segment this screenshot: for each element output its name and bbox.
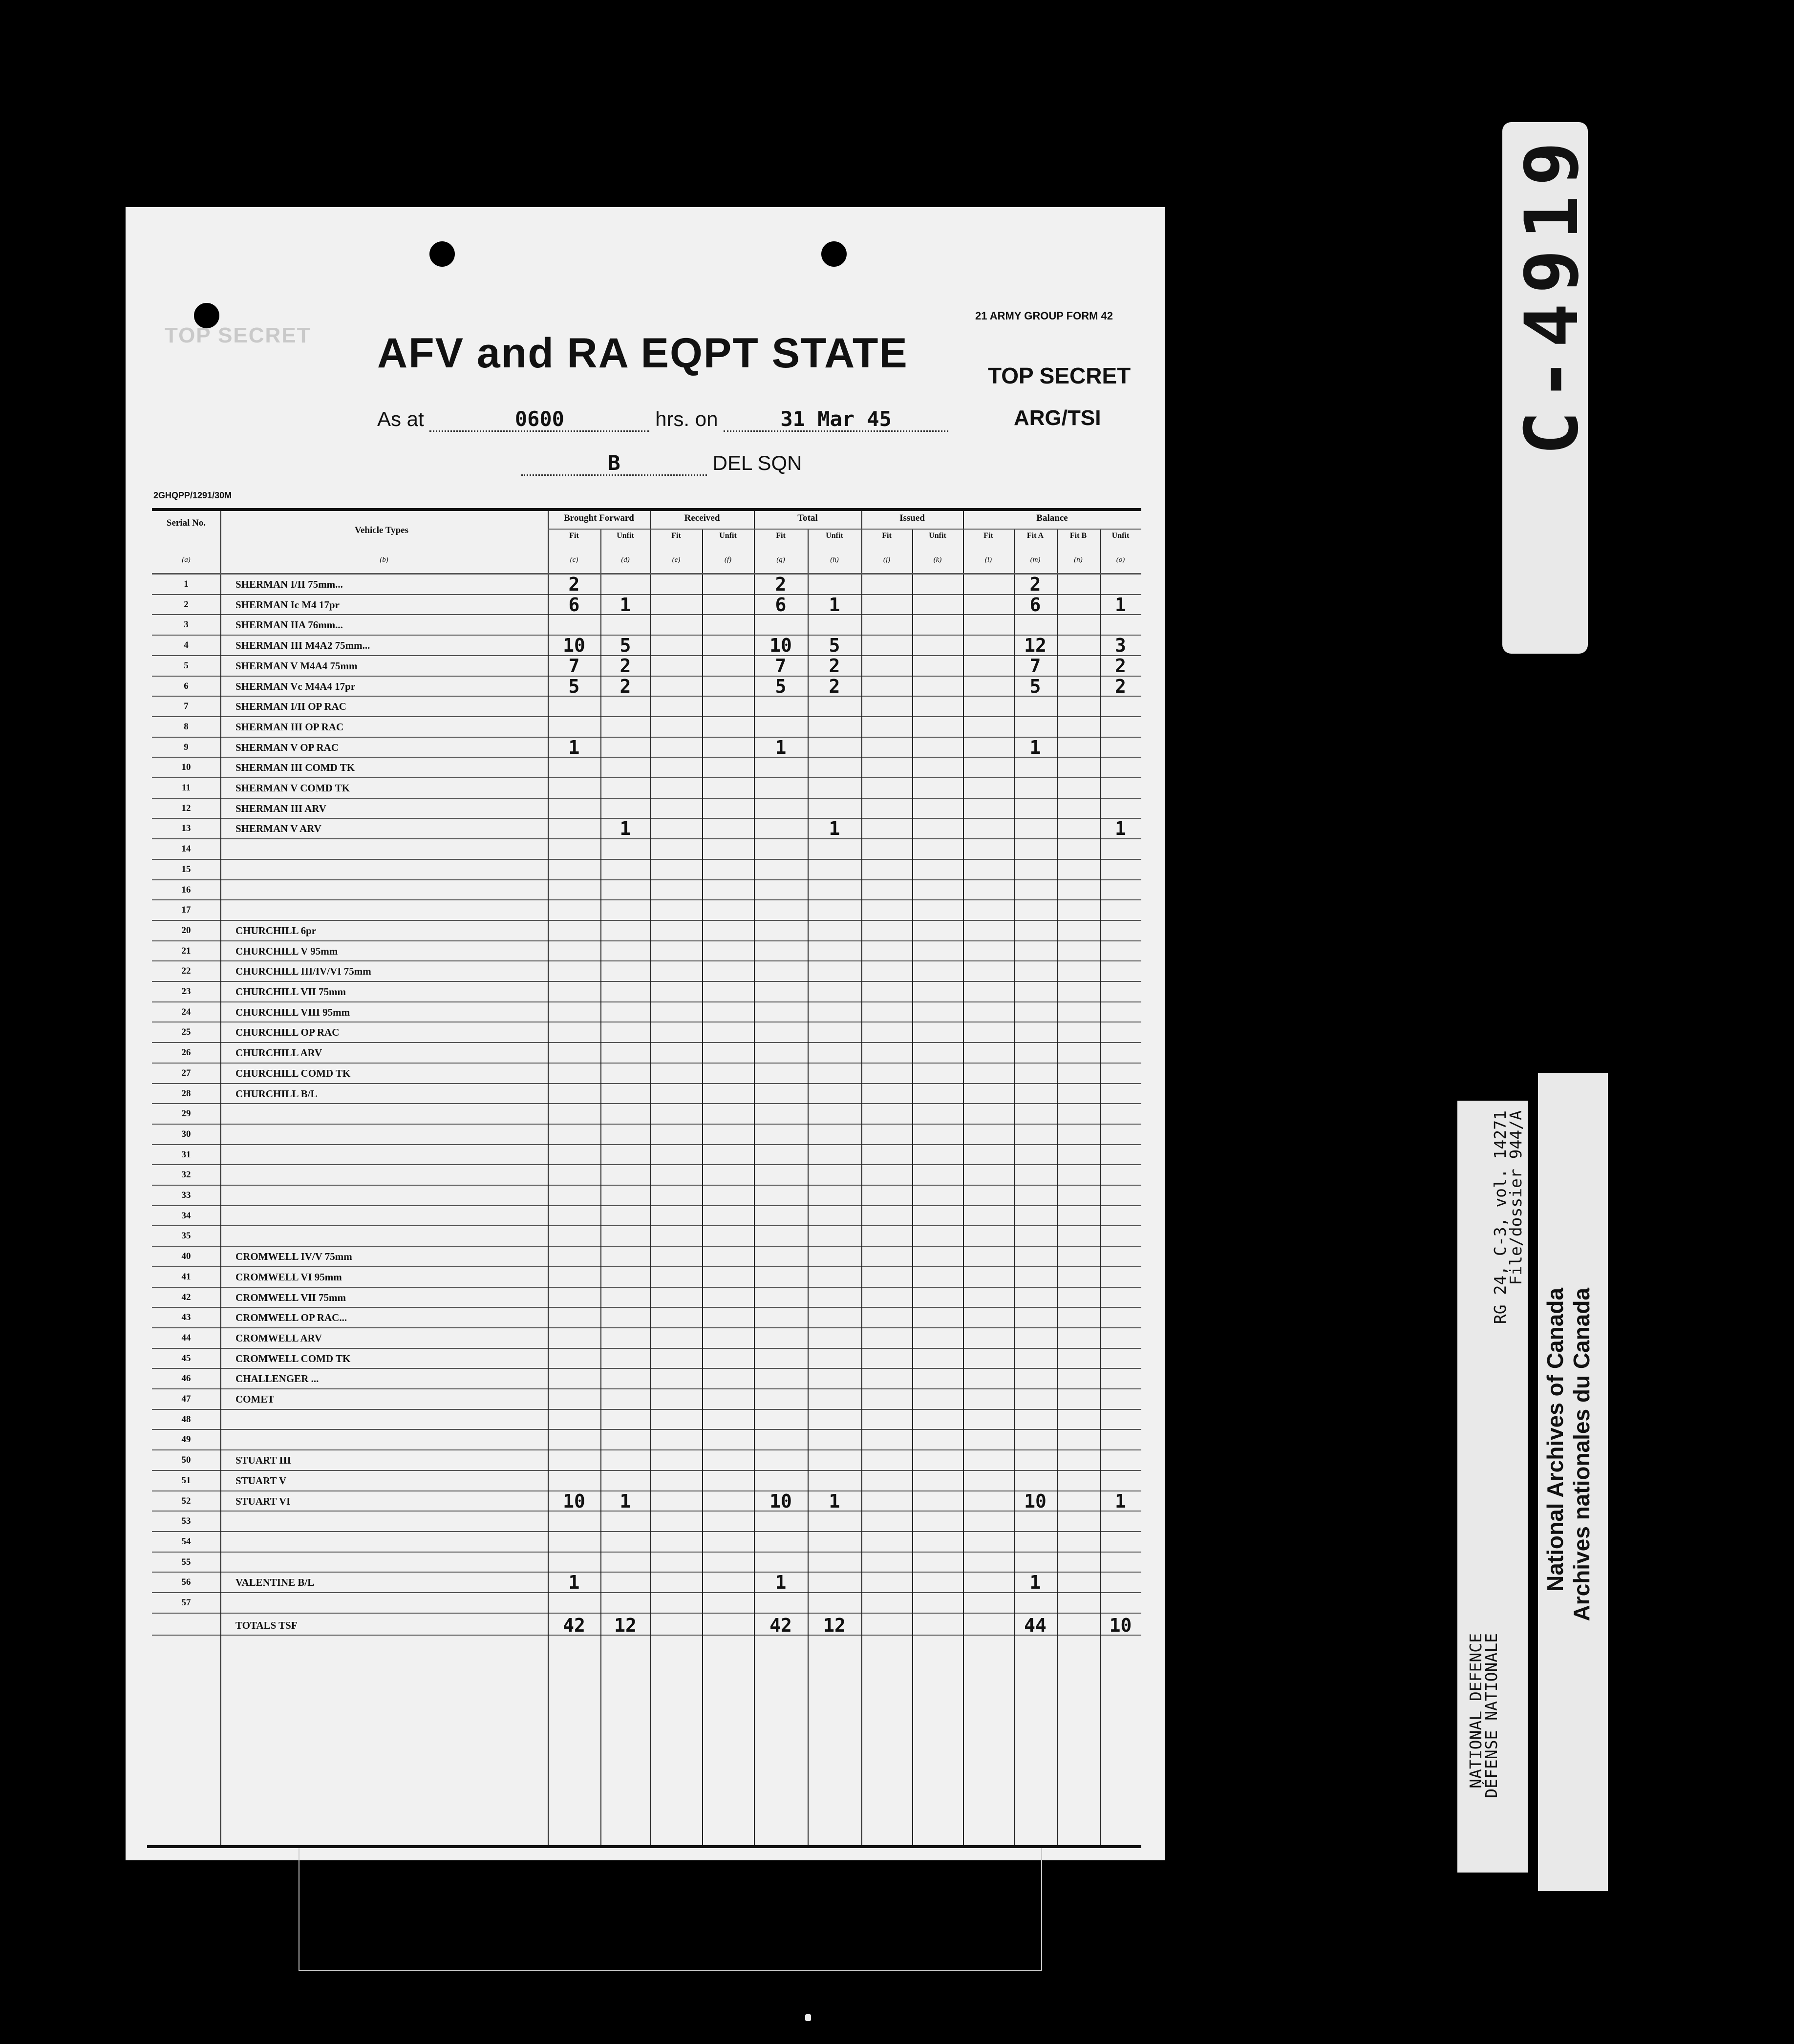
table-row: [152, 859, 1141, 880]
value-g: 5: [775, 675, 787, 697]
total-header: Total: [797, 513, 818, 523]
balance-header: Balance: [1036, 513, 1068, 523]
table-row: [152, 1165, 1141, 1185]
serial-number: 50: [181, 1455, 191, 1466]
on-label: on: [695, 407, 718, 430]
table-row: [152, 1022, 1141, 1043]
column-j-subheader: Fit: [882, 532, 892, 540]
value-c: 5: [568, 675, 580, 697]
serial-number: 28: [181, 1088, 191, 1099]
table-row: [152, 757, 1141, 778]
vehicle-type: STUART VI: [235, 1495, 291, 1507]
table-row: [152, 1002, 1141, 1022]
table-row: [152, 1145, 1141, 1165]
archive-reference-stamp: [1457, 1101, 1528, 1873]
value-g: 1: [775, 1572, 787, 1594]
ghost-stamp: TOP SECRET: [165, 323, 311, 347]
column-d-subheader: Unfit: [617, 532, 634, 540]
column-letter-c: (c): [570, 556, 578, 564]
vehicle-type: CHURCHILL III/IV/VI 75mm: [235, 965, 371, 978]
serial-number: 4: [184, 640, 189, 651]
column-letter-k: (k): [933, 556, 942, 564]
serial-number: 22: [181, 966, 191, 977]
table-row: [152, 1389, 1141, 1409]
vehicle-type: CHURCHILL OP RAC: [235, 1026, 340, 1039]
table-row: [152, 737, 1141, 758]
serial-number: 30: [181, 1128, 191, 1139]
table-row: [152, 1185, 1141, 1206]
column-letter-m: (m): [1030, 556, 1041, 564]
vehicle-type: SHERMAN V M4A4 75mm: [235, 660, 358, 672]
table-row: [152, 717, 1141, 737]
value-d: 2: [619, 655, 631, 677]
value-c: 42: [563, 1614, 585, 1636]
vehicle-types-header: Vehicle Types: [355, 525, 408, 535]
value-d: 1: [619, 594, 631, 616]
form-sheet: [126, 207, 1165, 1860]
table-row: [152, 574, 1141, 595]
vehicle-type: CROMWELL ARV: [235, 1332, 322, 1344]
archives-en: National Archives of Canada: [1542, 1288, 1568, 1592]
frame-number: C-4919: [1510, 132, 1595, 455]
value-m: 44: [1024, 1614, 1046, 1636]
form-title: AFV and RA EQPT STATE: [377, 330, 908, 377]
serial-number: 54: [181, 1536, 191, 1547]
punch-hole: [821, 241, 847, 267]
table-row: [152, 1063, 1141, 1084]
serial-number: 29: [181, 1108, 191, 1119]
unit-line: [521, 451, 802, 476]
value-g: 10: [769, 1490, 792, 1512]
table-row: [152, 1409, 1141, 1430]
value-o: 1: [1115, 594, 1126, 616]
serial-number: 7: [184, 701, 189, 712]
table-row: [152, 1593, 1141, 1613]
serial-number: 32: [181, 1170, 191, 1180]
serial-number: 12: [181, 803, 191, 813]
serial-number: 6: [184, 681, 189, 691]
value-m: 12: [1024, 635, 1046, 657]
table-row: [152, 1084, 1141, 1104]
brought-forward-header: Brought Forward: [564, 513, 634, 523]
serial-number: 48: [181, 1414, 191, 1425]
reference-code: ARG/TSI: [1014, 406, 1101, 430]
defense-nationale: DÉFENSE NATIONALE: [1482, 1633, 1501, 1798]
serial-number: 8: [184, 721, 189, 732]
table-row: [152, 1104, 1141, 1124]
value-m: 7: [1029, 655, 1041, 677]
serial-number: 31: [181, 1149, 191, 1160]
serial-number: 21: [181, 945, 191, 956]
value-o: 10: [1109, 1614, 1132, 1636]
column-letter-e: (e): [672, 556, 681, 564]
vehicle-type: STUART V: [235, 1474, 287, 1487]
table-row: [152, 1124, 1141, 1145]
vehicle-type: CROMWELL VI 95mm: [235, 1271, 342, 1283]
serial-number: 26: [181, 1047, 191, 1058]
value-h: 1: [829, 594, 840, 616]
value-m: 10: [1024, 1490, 1046, 1512]
value-c: 2: [568, 574, 580, 595]
vehicle-type: SHERMAN IIA 76mm...: [235, 619, 343, 631]
vehicle-type: SHERMAN V ARV: [235, 823, 321, 835]
reference-line: RG 24, C-3, vol. 14271: [1491, 1110, 1510, 1324]
value-m: 1: [1029, 1572, 1041, 1594]
table-row: [152, 1287, 1141, 1308]
column-letter-l: (l): [984, 556, 992, 564]
serial-number: 16: [181, 884, 191, 895]
serial-number: 41: [181, 1271, 191, 1282]
unit-value: B: [521, 452, 707, 476]
value-g: 7: [775, 655, 787, 677]
as-at-line: [377, 407, 948, 432]
serial-number: 24: [181, 1006, 191, 1017]
serial-number: 25: [181, 1027, 191, 1038]
value-h: 2: [829, 655, 840, 677]
vehicle-type: SHERMAN III M4A2 75mm...: [235, 639, 370, 652]
issued-header: Issued: [899, 513, 925, 523]
table-row: [152, 981, 1141, 1002]
table-row: [152, 920, 1141, 941]
table-row: [152, 880, 1141, 900]
serial-number: 40: [181, 1251, 191, 1262]
vehicle-type: COMET: [235, 1393, 275, 1405]
serial-number: 47: [181, 1394, 191, 1404]
value-o: 2: [1115, 675, 1126, 697]
value-g: 2: [775, 574, 787, 595]
vehicle-type: CROMWELL COMD TK: [235, 1352, 351, 1364]
table-row: [152, 900, 1141, 920]
table-row: [152, 1491, 1141, 1512]
value-m: 5: [1029, 675, 1041, 697]
vehicle-type: SHERMAN V COMD TK: [235, 782, 350, 794]
serial-header: Serial No.: [166, 518, 206, 528]
value-d: 2: [619, 675, 631, 697]
column-h-subheader: Unfit: [826, 532, 843, 540]
vehicle-type: CROMWELL VII 75mm: [235, 1291, 346, 1303]
vehicle-type: SHERMAN III ARV: [235, 802, 326, 814]
serial-number: 9: [184, 742, 189, 752]
value-m: 1: [1029, 736, 1041, 758]
vehicle-type: SHERMAN Ic M4 17pr: [235, 598, 340, 611]
table-row: [152, 1368, 1141, 1389]
column-letter-b: (b): [380, 556, 388, 564]
table-row: [152, 818, 1141, 839]
column-o-subheader: Unfit: [1111, 532, 1130, 540]
value-g: 42: [769, 1614, 792, 1636]
value-d: 1: [619, 818, 631, 840]
column-letter-d: (d): [621, 556, 630, 564]
serial-number: 56: [181, 1577, 191, 1588]
table-row: [152, 778, 1141, 798]
table-row: [152, 1043, 1141, 1063]
serial-number: 2: [184, 599, 189, 610]
serial-number: 45: [181, 1353, 191, 1363]
date-value: 31 Mar 45: [724, 408, 948, 432]
table-row: [152, 1307, 1141, 1328]
vehicle-type: SHERMAN I/II OP RAC: [235, 701, 346, 713]
serial-number: 5: [184, 660, 189, 671]
value-m: 6: [1029, 594, 1041, 616]
print-code: 2GHQPP/1291/30M: [153, 490, 232, 500]
table-row: [152, 961, 1141, 981]
film-speck: [805, 2014, 811, 2021]
table-row: [152, 656, 1141, 676]
column-l-subheader: Fit: [983, 532, 993, 540]
value-c: 1: [568, 1572, 580, 1594]
serial-number: 34: [181, 1210, 191, 1221]
serial-number: 46: [181, 1373, 191, 1384]
value-c: 6: [568, 594, 580, 616]
serial-number: 35: [181, 1231, 191, 1241]
vehicle-type: CROMWELL IV/V 75mm: [235, 1251, 352, 1263]
table-row: [152, 1226, 1141, 1246]
value-m: 2: [1029, 574, 1041, 595]
vehicle-type: SHERMAN III COMD TK: [235, 762, 355, 774]
serial-number: 14: [181, 844, 191, 854]
received-header: Received: [684, 513, 720, 523]
value-c: 10: [563, 1490, 585, 1512]
serial-number: 33: [181, 1190, 191, 1200]
column-letter-o: (o): [1116, 556, 1125, 564]
serial-number: 57: [181, 1597, 191, 1608]
table-row: [152, 1511, 1141, 1532]
column-letter-n: (n): [1074, 556, 1083, 564]
serial-number: 52: [181, 1495, 191, 1506]
serial-number: 44: [181, 1332, 191, 1343]
table-row: [152, 595, 1141, 615]
vehicle-type: VALENTINE B/L: [235, 1576, 315, 1589]
column-letter-h: (h): [830, 556, 839, 564]
table-row: [152, 1328, 1141, 1348]
table-row: [152, 1572, 1141, 1593]
value-h: 1: [829, 1490, 840, 1512]
vehicle-type: CHURCHILL VIII 95mm: [235, 1006, 350, 1018]
table-row: [152, 1470, 1141, 1491]
serial-number: 51: [181, 1475, 191, 1486]
serial-number: 20: [181, 925, 191, 936]
serial-number: 11: [182, 783, 191, 793]
serial-number: 55: [181, 1556, 191, 1567]
table-row: [152, 1429, 1141, 1450]
archives-stamp: [1538, 1073, 1608, 1891]
value-o: 1: [1115, 818, 1126, 840]
value-d: 5: [619, 635, 631, 657]
serial-number: 43: [181, 1312, 191, 1323]
classification: TOP SECRET: [988, 363, 1131, 388]
table-row: [152, 941, 1141, 961]
vehicle-type: CHURCHILL V 95mm: [235, 945, 338, 957]
form-code: 21 ARMY GROUP FORM 42: [975, 310, 1113, 322]
vehicle-type: CHURCHILL VII 75mm: [235, 986, 346, 998]
file-line: File/dossier 944/A: [1506, 1110, 1525, 1285]
value-o: 3: [1115, 635, 1126, 657]
value-g: 1: [775, 736, 787, 758]
value-o: 1: [1115, 1490, 1126, 1512]
value-g: 10: [769, 635, 792, 657]
value-c: 7: [568, 655, 580, 677]
serial-number: 3: [184, 619, 189, 630]
value-o: 2: [1115, 655, 1126, 677]
column-c-subheader: Fit: [569, 532, 579, 540]
table-row: [152, 635, 1141, 656]
column-letter-f: (f): [724, 556, 732, 564]
vehicle-type: TOTALS TSF: [235, 1619, 298, 1631]
serial-number: 23: [181, 986, 191, 997]
table-row: [152, 1450, 1141, 1470]
table-row: [152, 1552, 1141, 1573]
value-c: 10: [563, 635, 585, 657]
column-m-subheader: Fit A: [1026, 532, 1044, 540]
serial-number: 42: [181, 1292, 191, 1302]
vehicle-type: STUART III: [235, 1454, 291, 1467]
punch-hole: [429, 241, 455, 267]
value-h: 2: [829, 675, 840, 697]
serial-number: 10: [181, 762, 191, 773]
table-row: [152, 1348, 1141, 1369]
column-f-subheader: Unfit: [719, 532, 737, 540]
value-h: 5: [829, 635, 840, 657]
vehicle-type: SHERMAN Vc M4A4 17pr: [235, 680, 356, 692]
as-at-time: 0600: [429, 408, 649, 432]
table-row: [152, 1206, 1141, 1226]
column-k-subheader: Unfit: [929, 532, 946, 540]
unit-label: DEL SQN: [712, 451, 802, 474]
value-d: 12: [614, 1614, 637, 1636]
serial-number: 15: [181, 864, 191, 874]
column-letter-a: (a): [182, 556, 191, 564]
table-row: [152, 696, 1141, 717]
totals-row: [152, 1615, 1141, 1636]
archives-fr: Archives nationales du Canada: [1569, 1288, 1594, 1621]
serial-number: 17: [181, 905, 191, 916]
vehicle-type: SHERMAN III OP RAC: [235, 721, 344, 733]
vehicle-type: CHURCHILL ARV: [235, 1047, 322, 1059]
vehicle-type: CHURCHILL COMD TK: [235, 1067, 351, 1079]
value-h: 1: [829, 818, 840, 840]
vehicle-type: CHALLENGER ...: [235, 1373, 319, 1385]
column-e-subheader: Fit: [671, 532, 681, 540]
vehicle-type: SHERMAN V OP RAC: [235, 741, 339, 753]
vehicle-type: CHURCHILL B/L: [235, 1087, 318, 1100]
column-letter-j: (j): [883, 556, 891, 564]
table-row: [152, 1246, 1141, 1267]
serial-number: 1: [184, 579, 189, 589]
vehicle-type: CROMWELL OP RAC...: [235, 1312, 347, 1324]
value-g: 6: [775, 594, 787, 616]
column-letter-g: (g): [776, 556, 785, 564]
value-d: 1: [619, 1490, 631, 1512]
hrs-label: hrs.: [655, 407, 690, 430]
column-g-subheader: Fit: [776, 532, 786, 540]
table-row: [152, 1532, 1141, 1552]
national-defence: NATIONAL DEFENCE: [1466, 1633, 1485, 1788]
vehicle-type: CHURCHILL 6pr: [235, 924, 317, 937]
value-c: 1: [568, 736, 580, 758]
serial-number: 27: [181, 1067, 191, 1078]
column-n-subheader: Fit B: [1069, 532, 1087, 540]
table-row: [152, 798, 1141, 819]
as-at-label: As at: [377, 407, 424, 430]
table-row: [152, 615, 1141, 635]
table-row: [152, 1267, 1141, 1287]
serial-number: 49: [181, 1434, 191, 1445]
serial-number: 13: [181, 823, 191, 834]
value-h: 12: [823, 1614, 846, 1636]
table-row: [152, 676, 1141, 697]
table-row: [152, 839, 1141, 859]
vehicle-type: SHERMAN I/II 75mm...: [235, 578, 343, 590]
serial-number: 53: [181, 1516, 191, 1527]
